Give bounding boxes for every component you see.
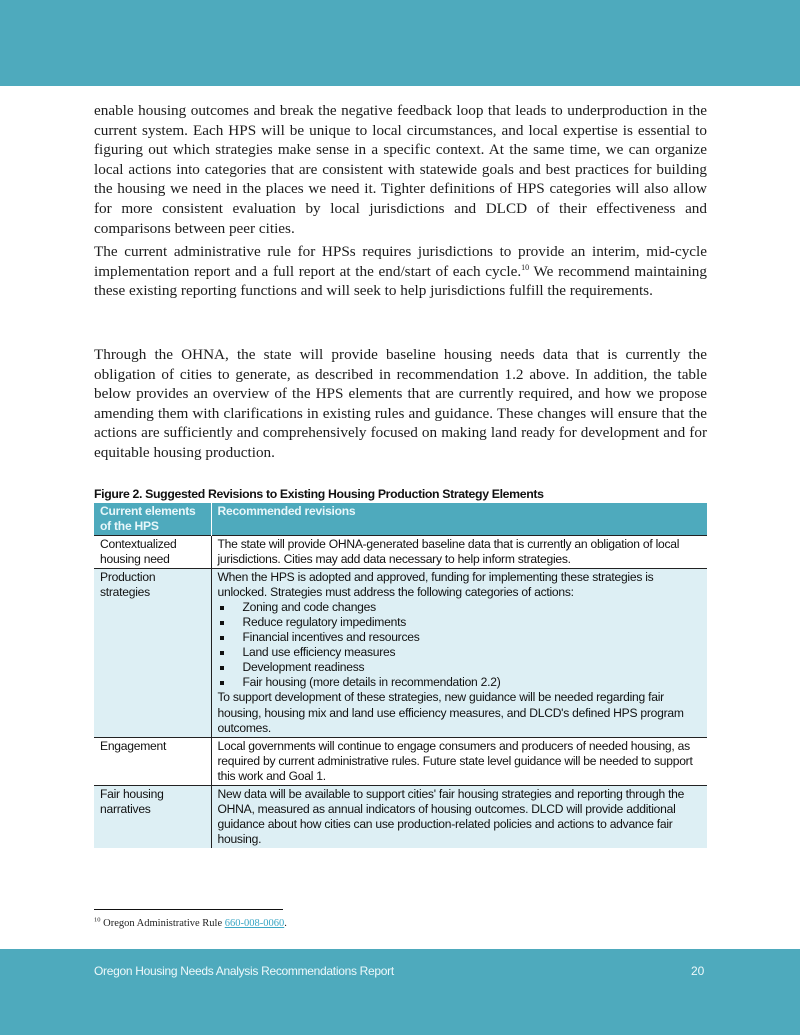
revision-intro: When the HPS is adopted and approved, funding for implementing these strategies is unlocked. Strategies must address the following categories of actions: — [217, 569, 654, 599]
footer-band — [0, 949, 800, 1035]
revision-cell — [211, 568, 707, 737]
body-paragraph-3: Through the OHNA, the state will provide baseline housing needs data that is currently the obligation of cities to generate, as described in recommendation 1.2 above. In addition, the table below provides an overview of the HPS elements that are currently required, and how we propose amending them with clarifications in existing rules and guidance. These changes will ensure that the actions are sufficiently and comprehensively focused on making land ready for development and for equitable housing production. — [94, 346, 707, 461]
element-cell: Production strategies — [94, 568, 211, 737]
element-cell: Contextualized housing need — [94, 535, 211, 568]
table-row — [94, 737, 707, 785]
list-item: Reduce regulatory impediments — [218, 615, 703, 630]
footnote-separator — [94, 909, 283, 910]
table-row — [94, 535, 707, 568]
body-paragraph-1: enable housing outcomes and break the negative feedback loop that leads to underproduction in the current system. Each HPS will be unique to local circumstances, and local expertise is essential to figuring out which strategies make sense in a specific context. At the same time, we can organize local actions into categories that are consistent with statewide goals and best practices for building the housing we need in the places we need it. Tighter definitions of HPS categories will also allow for more consistent evaluation by local jurisdictions and DLCD of their effectiveness and comparisons between peer cities. — [94, 102, 707, 237]
table-row — [94, 568, 707, 737]
action-categories-list — [218, 600, 703, 691]
header-band — [0, 0, 800, 86]
figure-caption: Figure 2. Suggested Revisions to Existing Housing Production Strategy Elements — [94, 487, 544, 501]
list-item: Zoning and code changes — [218, 600, 703, 615]
footnote-text: Oregon Administrative Rule — [100, 918, 225, 929]
footnote-number: 10 — [94, 916, 101, 924]
element-cell: Fair housing narratives — [94, 786, 211, 849]
footnote-rule-link[interactable]: 660-008-0060 — [224, 918, 285, 929]
list-item: Land use efficiency measures — [218, 645, 703, 660]
list-item: Development readiness — [218, 660, 703, 675]
footnote-reference[interactable]: 10 — [521, 262, 530, 272]
table-row — [94, 786, 707, 849]
list-item: Fair housing (more details in recommendation 2.2) — [218, 675, 703, 690]
footer-report-title: Oregon Housing Needs Analysis Recommendations Report — [94, 964, 394, 978]
column-header-current-elements: Current elements of the HPS — [94, 503, 211, 535]
footnote-trailing: . — [284, 918, 287, 929]
revision-outro: To support development of these strategies, new guidance will be needed regarding fair housing, housing mix and land use efficiency measures, and DLCD's defined HPS program outcomes. — [217, 690, 684, 735]
hps-elements-table — [94, 503, 707, 848]
column-header-recommended-revisions: Recommended revisions — [211, 503, 707, 535]
table-header-row — [94, 503, 707, 535]
footnote — [94, 918, 287, 929]
revision-cell: Local governments will continue to engage consumers and producers of needed housing, as required by current administrative rules. Future state level guidance will be needed to support this work and Goal 1. — [217, 738, 693, 783]
revision-cell: The state will provide OHNA-generated baseline data that is currently an obligation of local jurisdictions. Cities may add data necessary to help inform strategies. — [217, 536, 680, 566]
body-paragraph-2-continued: We recommend maintaining these existing reporting functions and will seek to help jurisdictions fulfill the requirements. — [94, 262, 707, 300]
body-paragraph-2 — [94, 242, 707, 301]
list-item: Financial incentives and resources — [218, 630, 703, 645]
body-paragraph-2-text: The current administrative rule for HPSs requires jurisdictions to provide an interim, mid-cycle implementation report and a full report at the end/start of each cycle. — [94, 243, 707, 280]
revision-cell: New data will be available to support cities' fair housing strategies and reporting through the OHNA, measured as annual indicators of housing outcomes. DLCD will provide additional guidance about how cities can use production-related policies and actions to advance fair housing. — [211, 786, 707, 849]
page-number: 20 — [691, 964, 705, 978]
element-cell: Engagement — [94, 737, 211, 785]
